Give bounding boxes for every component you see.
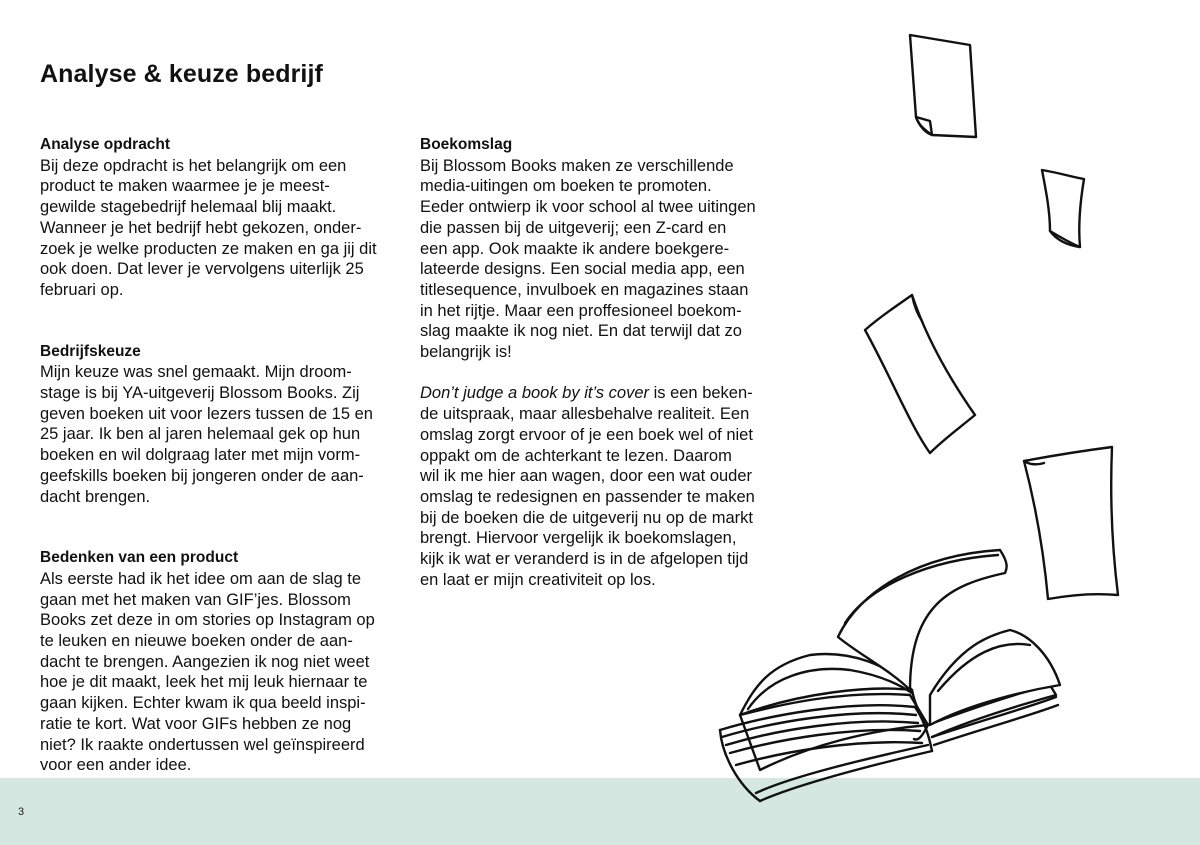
- body-line: Bij deze opdracht is het belangrijk om een: [40, 156, 347, 175]
- body-line: dacht brengen.: [40, 487, 151, 506]
- body-line: slag maakte ik nog niet. En dat terwijl dat zo: [420, 322, 742, 341]
- body-line: gaan met het maken van GIF’jes. Blossom: [40, 590, 351, 609]
- body-line: geefskills boeken bij jongeren onder de aan-: [40, 466, 364, 485]
- section-heading: Bedenken van een product: [40, 549, 239, 567]
- body-line: oppakt om de achterkant te lezen. Daarom: [420, 446, 732, 465]
- body-line: kijk ik wat er veranderd is in de afgelopen tijd: [420, 550, 749, 569]
- body-line: te leuken en nieuwe boeken onder de aan-: [40, 632, 353, 651]
- body-line: brengt. Hiervoor vergelijk ik boekomslagen,: [420, 529, 737, 548]
- body-line: voor een ander idee.: [40, 756, 192, 775]
- body-line: een app. Ook maakte ik andere boekgere-: [420, 239, 730, 258]
- body-line: dacht te brengen. Aangezien ik nog niet weet: [40, 652, 370, 671]
- body-line: Mijn keuze was snel gemaakt. Mijn droom-: [40, 363, 352, 382]
- body-line-rest: is een beken-: [649, 384, 753, 403]
- body-line: gaan kijken. Echter kwam ik qua beeld inspi-: [40, 694, 366, 713]
- body-line: hoe je dit maakt, leek het mij leuk hiernaar te: [40, 673, 368, 692]
- section-heading: Bedrijfskeuze: [40, 342, 141, 360]
- section-heading: Analyse opdracht: [40, 136, 171, 153]
- body-line: omslag zorgt ervoor of je een boek wel of niet: [420, 425, 753, 444]
- flying-book-pages-illustration: [700, 25, 1200, 815]
- flying-page-1: [910, 35, 976, 137]
- section-bedenken-product: [40, 548, 410, 776]
- body-line: 25 jaar. Ik ben al jaren helemaal gek op hun: [40, 425, 361, 444]
- open-book-icon: [720, 550, 1060, 801]
- body-line: die passen bij de uitgeverij; een Z-card en: [420, 218, 727, 237]
- body-line: de uitspraak, maar allesbehalve realiteit. Een: [420, 405, 750, 424]
- body-line: ratie te kort. Wat voor GIFs hebben ze nog: [40, 714, 352, 733]
- body-line: belangrijk is!: [420, 343, 512, 362]
- body-line: Als eerste had ik het idee om aan de slag te: [40, 569, 362, 588]
- body-line: niet? Ik raakte ondertussen wel geïnspireerd: [40, 735, 365, 754]
- body-line: bij de boeken die de uitgeverij nu op de markt: [420, 508, 753, 527]
- flying-page-2: [1042, 170, 1084, 247]
- body-line: Books zet deze in om stories op Instagram op: [40, 611, 375, 630]
- section-heading: Boekomslag: [420, 136, 513, 153]
- body-line: geven boeken uit voor lezers tussen de 15 en: [40, 404, 373, 423]
- body-line: Bij Blossom Books maken ze verschillende: [420, 156, 734, 175]
- body-line: Eeder ontwierp ik voor school al twee uitingen: [420, 198, 756, 217]
- section-analyse-opdracht: [40, 135, 410, 301]
- body-line: boeken en wil dolgraag later met mijn vorm-: [40, 446, 361, 465]
- body-line: omslag te redesignen en passender te maken: [420, 487, 755, 506]
- page-title: Analyse & keuze bedrijf: [40, 60, 323, 88]
- body-line: lateerde designs. Een social media app, een: [420, 260, 745, 279]
- body-line: product te maken waarmee je je meest-: [40, 177, 330, 196]
- body-line: media-uitingen om boeken te promoten.: [420, 177, 712, 196]
- body-line: gewilde stagebedrijf helemaal blij maakt.: [40, 198, 337, 217]
- body-line: ook doen. Dat lever je vervolgens uiterlijk 25: [40, 260, 364, 279]
- body-line: zoek je welke producten ze maken en ga jij dit: [40, 239, 377, 258]
- body-line: stage is bij YA-uitgeverij Blossom Books. Zij: [40, 384, 360, 403]
- body-line: titlesequence, invulboek en magazines staan: [420, 280, 749, 299]
- page-number: 3: [18, 806, 25, 818]
- body-line: wil ik me hier aan wagen, door een wat ouder: [420, 467, 753, 486]
- section-bedrijfskeuze: [40, 342, 410, 508]
- body-line: Wanneer je het bedrijf hebt gekozen, onder-: [40, 218, 362, 237]
- body-line: en laat er mijn creativiteit op los.: [420, 570, 656, 589]
- flying-page-4: [1024, 447, 1118, 599]
- italic-quote: Don’t judge a book by it’s cover: [420, 384, 649, 403]
- body-line: in het rijtje. Maar een proffesioneel boekom-: [420, 301, 742, 320]
- left-column: [40, 135, 410, 776]
- body-line: februari op.: [40, 280, 124, 299]
